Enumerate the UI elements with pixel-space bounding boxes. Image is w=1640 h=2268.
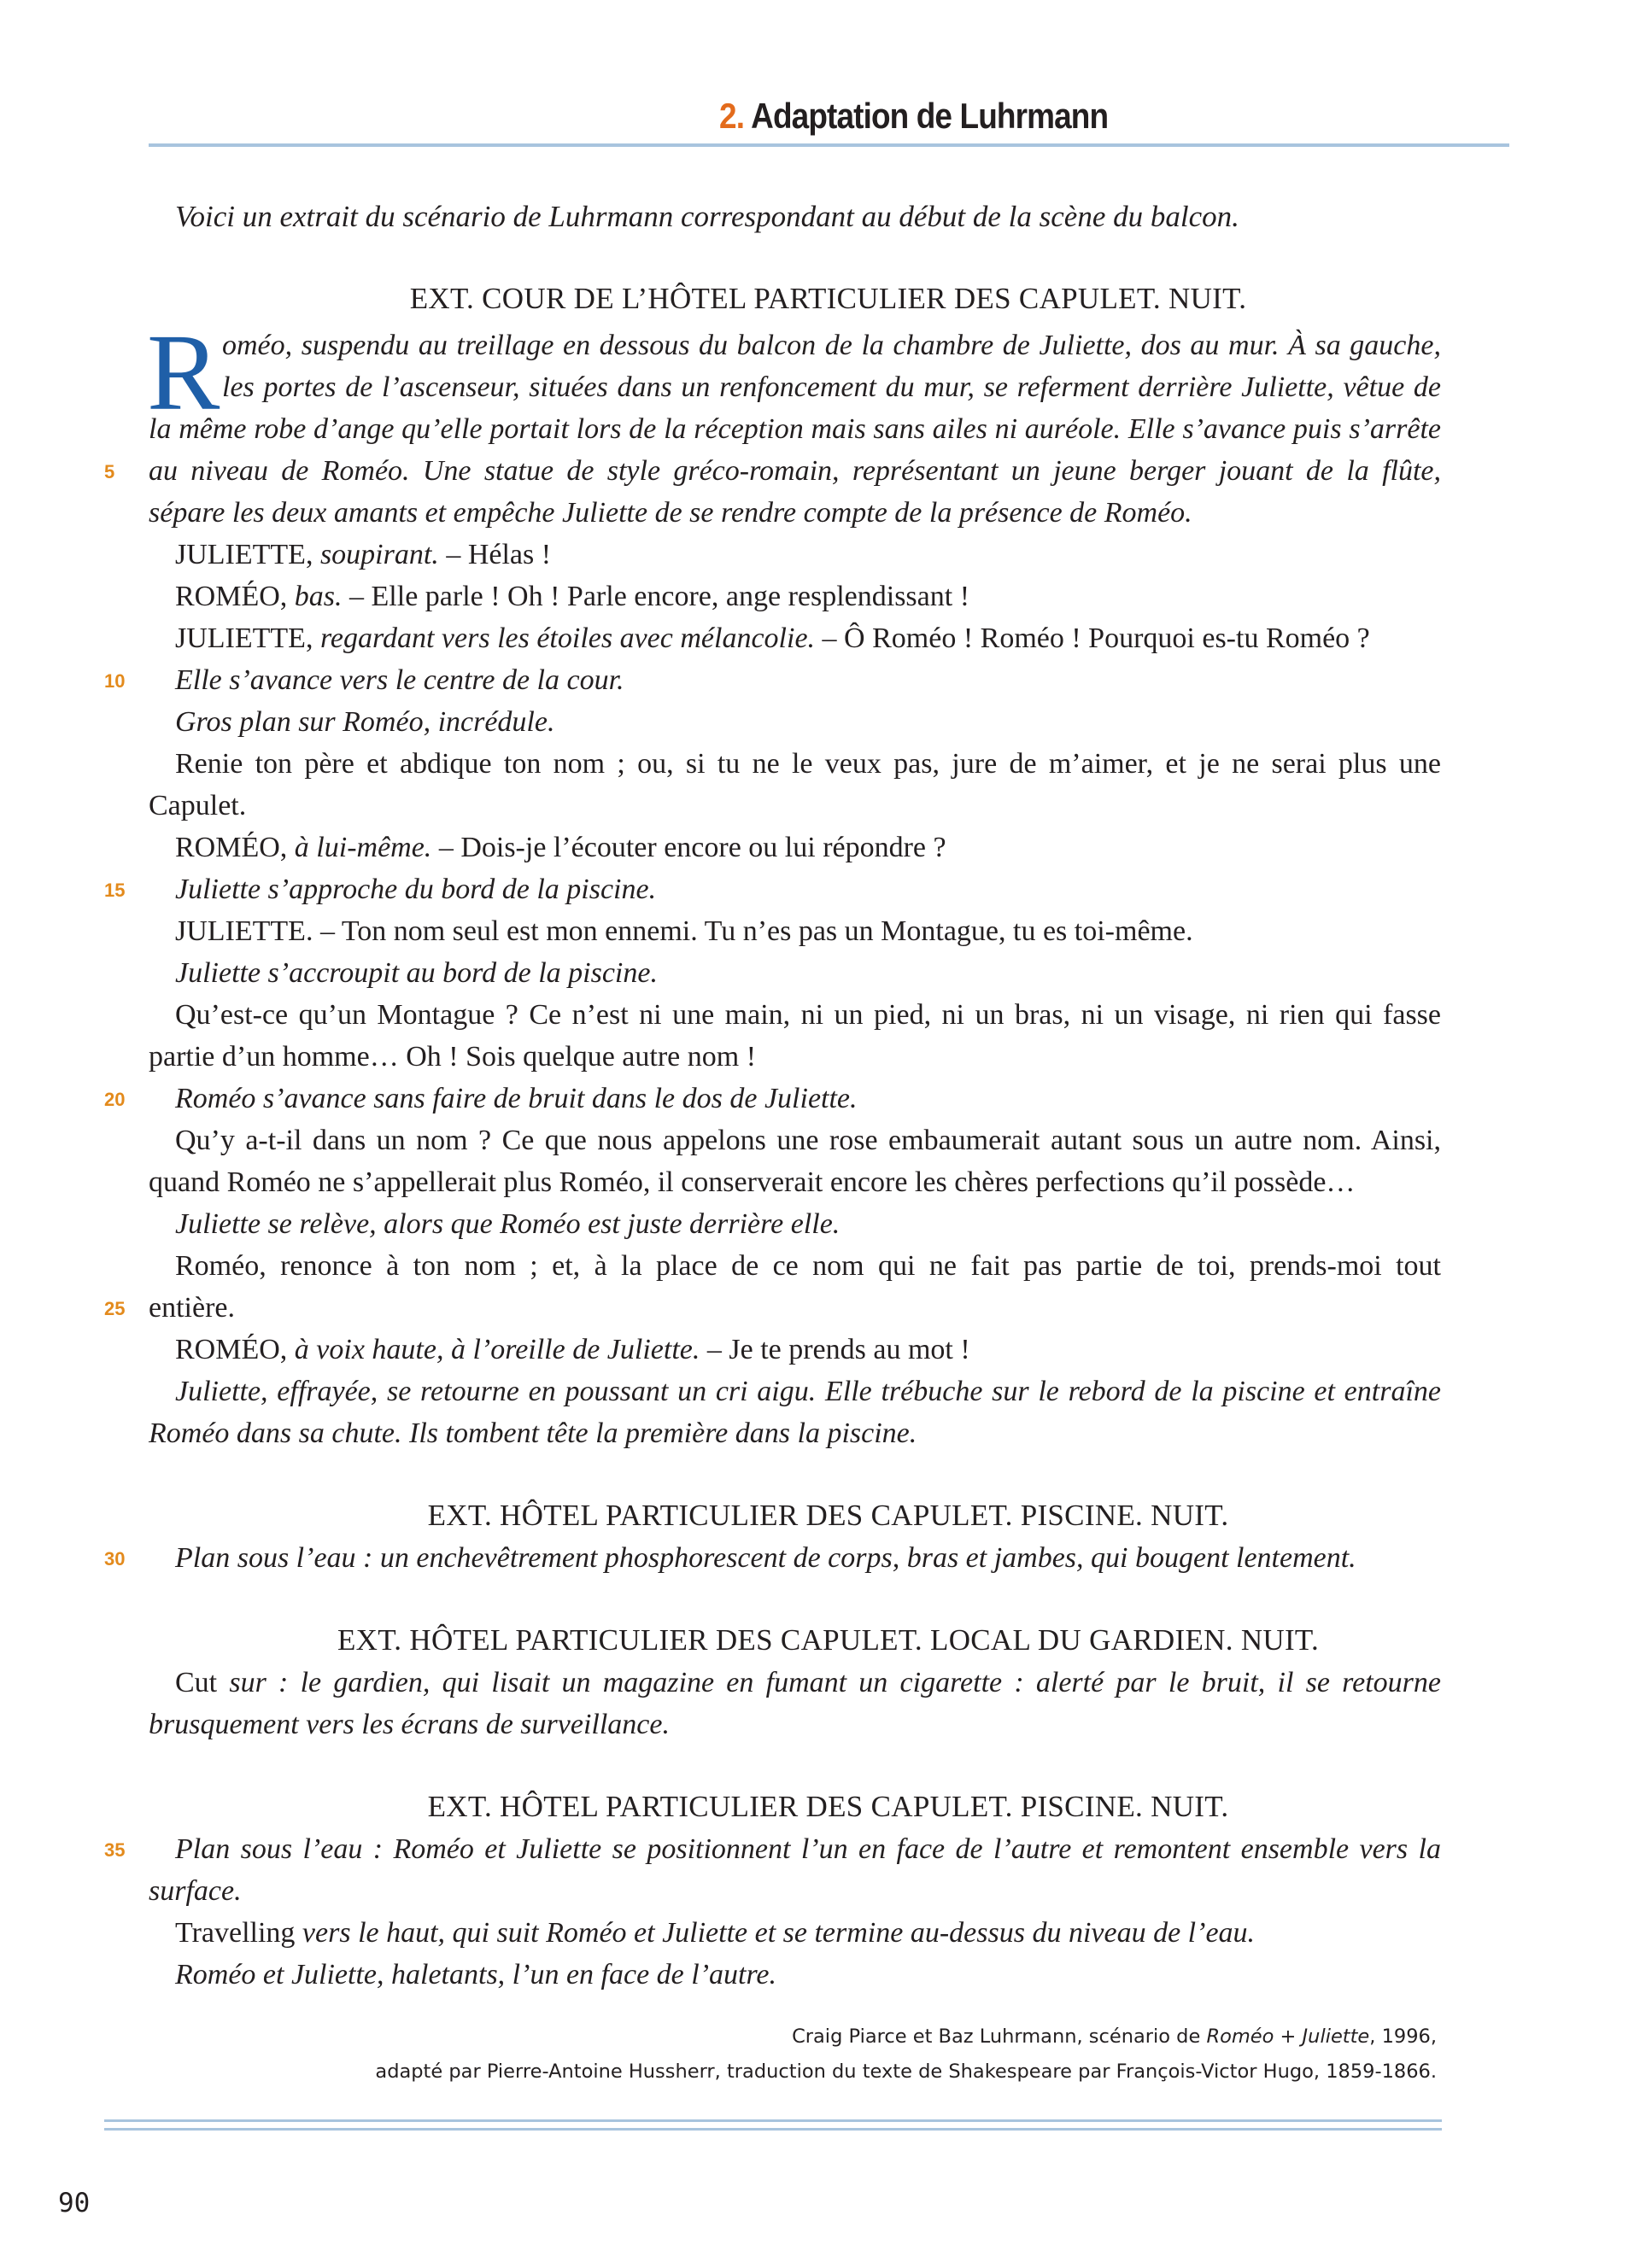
speaker: ROMÉO, (175, 581, 288, 612)
dialogue-text: – Je te prends au mot ! (706, 1334, 970, 1365)
text-line: quand Roméo ne s’appellerait plus Roméo, il conserverait encore les chères perfections qu’il possède… (149, 1166, 1356, 1198)
stage-direction: bas. (294, 581, 343, 612)
stage-direction: soupirant. (319, 539, 439, 570)
dialogue-line: JULIETTE. – Ton nom seul est mon ennemi. Tu n’es pas un Montague, tu es toi-même. (175, 915, 1193, 947)
work-title: Roméo + Juliette (1206, 2025, 1370, 2048)
dialogue-line (175, 579, 969, 615)
line-number: 20 (104, 1089, 126, 1110)
line-number: 10 (104, 670, 126, 692)
line-number: 30 (104, 1548, 126, 1569)
action-line: brusquement vers les écrans de surveillance. (149, 1709, 670, 1740)
speaker: ROMÉO, (175, 1334, 288, 1365)
scene-heading-1: EXT. COUR DE L’HÔTEL PARTICULIER DES CAPULET. NUIT. (409, 282, 1247, 315)
action-line: surface. (149, 1875, 242, 1907)
dialogue-line (175, 1332, 970, 1368)
text-line: au niveau de Roméo. Une statue de style gréco-romain, représentant un jeune berger jouant de la flûte, (149, 455, 1441, 487)
dialogue-text: – Elle parle ! Oh ! Parle encore, ange resplendissant ! (349, 581, 970, 612)
scene-heading-4: EXT. HÔTEL PARTICULIER DES CAPULET. PISCINE. NUIT. (427, 1790, 1229, 1823)
cut-label: Cut (175, 1667, 218, 1698)
travelling-label: Travelling (175, 1917, 296, 1949)
text-line: Renie ton père et abdique ton nom ; ou, si tu ne le veux pas, jure de m’aimer, et je ne serai plus une (175, 748, 1441, 780)
action-line: Juliette, effrayée, se retourne en poussant un cri aigu. Elle trébuche sur le rebord de la piscine et entraîne (175, 1376, 1441, 1407)
credit-text: Craig Piarce et Baz Luhrmann, scénario de (792, 2025, 1207, 2048)
action-line: Elle s’avance vers le centre de la cour. (175, 664, 624, 696)
action-line: Plan sous l’eau : Roméo et Juliette se positionnent l’un en face de l’autre et remontent ensemble vers la (175, 1833, 1441, 1865)
action-line: Gros plan sur Roméo, incrédule. (175, 706, 555, 738)
line-number: 25 (104, 1298, 126, 1319)
stage-direction: à voix haute, à l’oreille de Juliette. (294, 1334, 700, 1365)
dialogue-text: – Dois-je l’écouter encore ou lui répondre ? (438, 832, 946, 863)
text-line: les portes de l’ascenseur, situées dans un renfoncement du mur, se referment derrière Juliette, vêtue de (222, 371, 1441, 403)
text-line: Qu’y a-t-il dans un nom ? Ce que nous appelons une rose embaumerait autant sous un autre nom. Ainsi, (175, 1125, 1441, 1156)
dialogue-text: – Ô Roméo ! Roméo ! Pourquoi es-tu Roméo ? (822, 623, 1370, 654)
action-line: Plan sous l’eau : un enchevêtrement phosphorescent de corps, bras et jambes, qui bougent lentement. (175, 1542, 1356, 1574)
dialogue-line (175, 830, 946, 866)
dialogue-line (175, 621, 1370, 657)
action-line: Juliette s’approche du bord de la piscine. (175, 874, 657, 905)
speaker: JULIETTE, (175, 623, 313, 654)
action-line: Roméo dans sa chute. Ils tombent tête la première dans la piscine. (149, 1418, 917, 1449)
action-line (175, 1915, 1255, 1951)
scene-heading-3: EXT. HÔTEL PARTICULIER DES CAPULET. LOCAL DU GARDIEN. NUIT. (337, 1623, 1320, 1657)
text-line: partie d’un homme… Oh ! Sois quelque autre nom ! (149, 1041, 757, 1073)
speaker: JULIETTE, (175, 539, 313, 570)
header-rule (149, 143, 1509, 147)
credit-text: , 1996, (1369, 2025, 1437, 2048)
dialogue-text: – Hélas ! (446, 539, 552, 570)
text-line: la même robe d’ange qu’elle portait lors de la réception mais sans ailes ni auréole. Elle s’avance puis s’arrête (149, 413, 1441, 445)
text-line: entière. (149, 1292, 235, 1324)
text-line: Capulet. (149, 790, 247, 821)
footer-rule (104, 2128, 1442, 2131)
stage-direction: à lui-même. (294, 832, 432, 863)
section-number: 2. (718, 96, 744, 136)
intro-text: Voici un extrait du scénario de Luhrmann correspondant au début de la scène du balcon. (175, 200, 1239, 233)
action-line: Juliette se relève, alors que Roméo est juste derrière elle. (175, 1208, 840, 1240)
drop-cap: R (147, 312, 220, 433)
footer-rule (104, 2119, 1442, 2122)
section-title (719, 96, 1108, 137)
source-credit-line-2: adapté par Pierre-Antoine Hussherr, traduction du texte de Shakespeare par François-Victor Hugo, 1859-1866. (375, 2060, 1437, 2083)
stage-direction: regardant vers les étoiles avec mélancolie. (319, 623, 816, 654)
text-line: sépare les deux amants et empêche Juliette de se rendre compte de la présence de Roméo. (149, 497, 1192, 529)
dialogue-line (175, 537, 551, 573)
section-title-text: Adaptation de Luhrmann (750, 96, 1108, 136)
line-number: 35 (104, 1839, 126, 1861)
action-line: Juliette s’accroupit au bord de la piscine. (175, 957, 658, 989)
text-line: Roméo, renonce à ton nom ; et, à la place de ce nom qui ne fait pas partie de toi, prends-moi tout (175, 1250, 1441, 1282)
action-text: sur : le gardien, qui lisait un magazine en fumant un cigarette : alerté par le bruit, il se retourne (229, 1667, 1442, 1698)
action-line: Roméo et Juliette, haletants, l’un en face de l’autre. (175, 1959, 777, 1990)
page-number: 90 (58, 2188, 91, 2218)
line-number: 15 (104, 880, 126, 901)
source-credit-line-1 (792, 2025, 1437, 2048)
scene-heading-2: EXT. HÔTEL PARTICULIER DES CAPULET. PISCINE. NUIT. (427, 1499, 1229, 1532)
action-text: vers le haut, qui suit Roméo et Juliette et se termine au-dessus du niveau de l’eau. (302, 1917, 1256, 1949)
text-line: Qu’est-ce qu’un Montague ? Ce n’est ni une main, ni un pied, ni un bras, ni un visage, ni rien qui fasse (175, 999, 1441, 1031)
line-number: 5 (104, 461, 115, 482)
text-line: oméo, suspendu au treillage en dessous du balcon de la chambre de Juliette, dos au mur. À sa gauche, (222, 330, 1441, 361)
action-line: Roméo s’avance sans faire de bruit dans le dos de Juliette. (175, 1083, 858, 1114)
action-line (175, 1665, 1441, 1701)
speaker: ROMÉO, (175, 832, 288, 863)
